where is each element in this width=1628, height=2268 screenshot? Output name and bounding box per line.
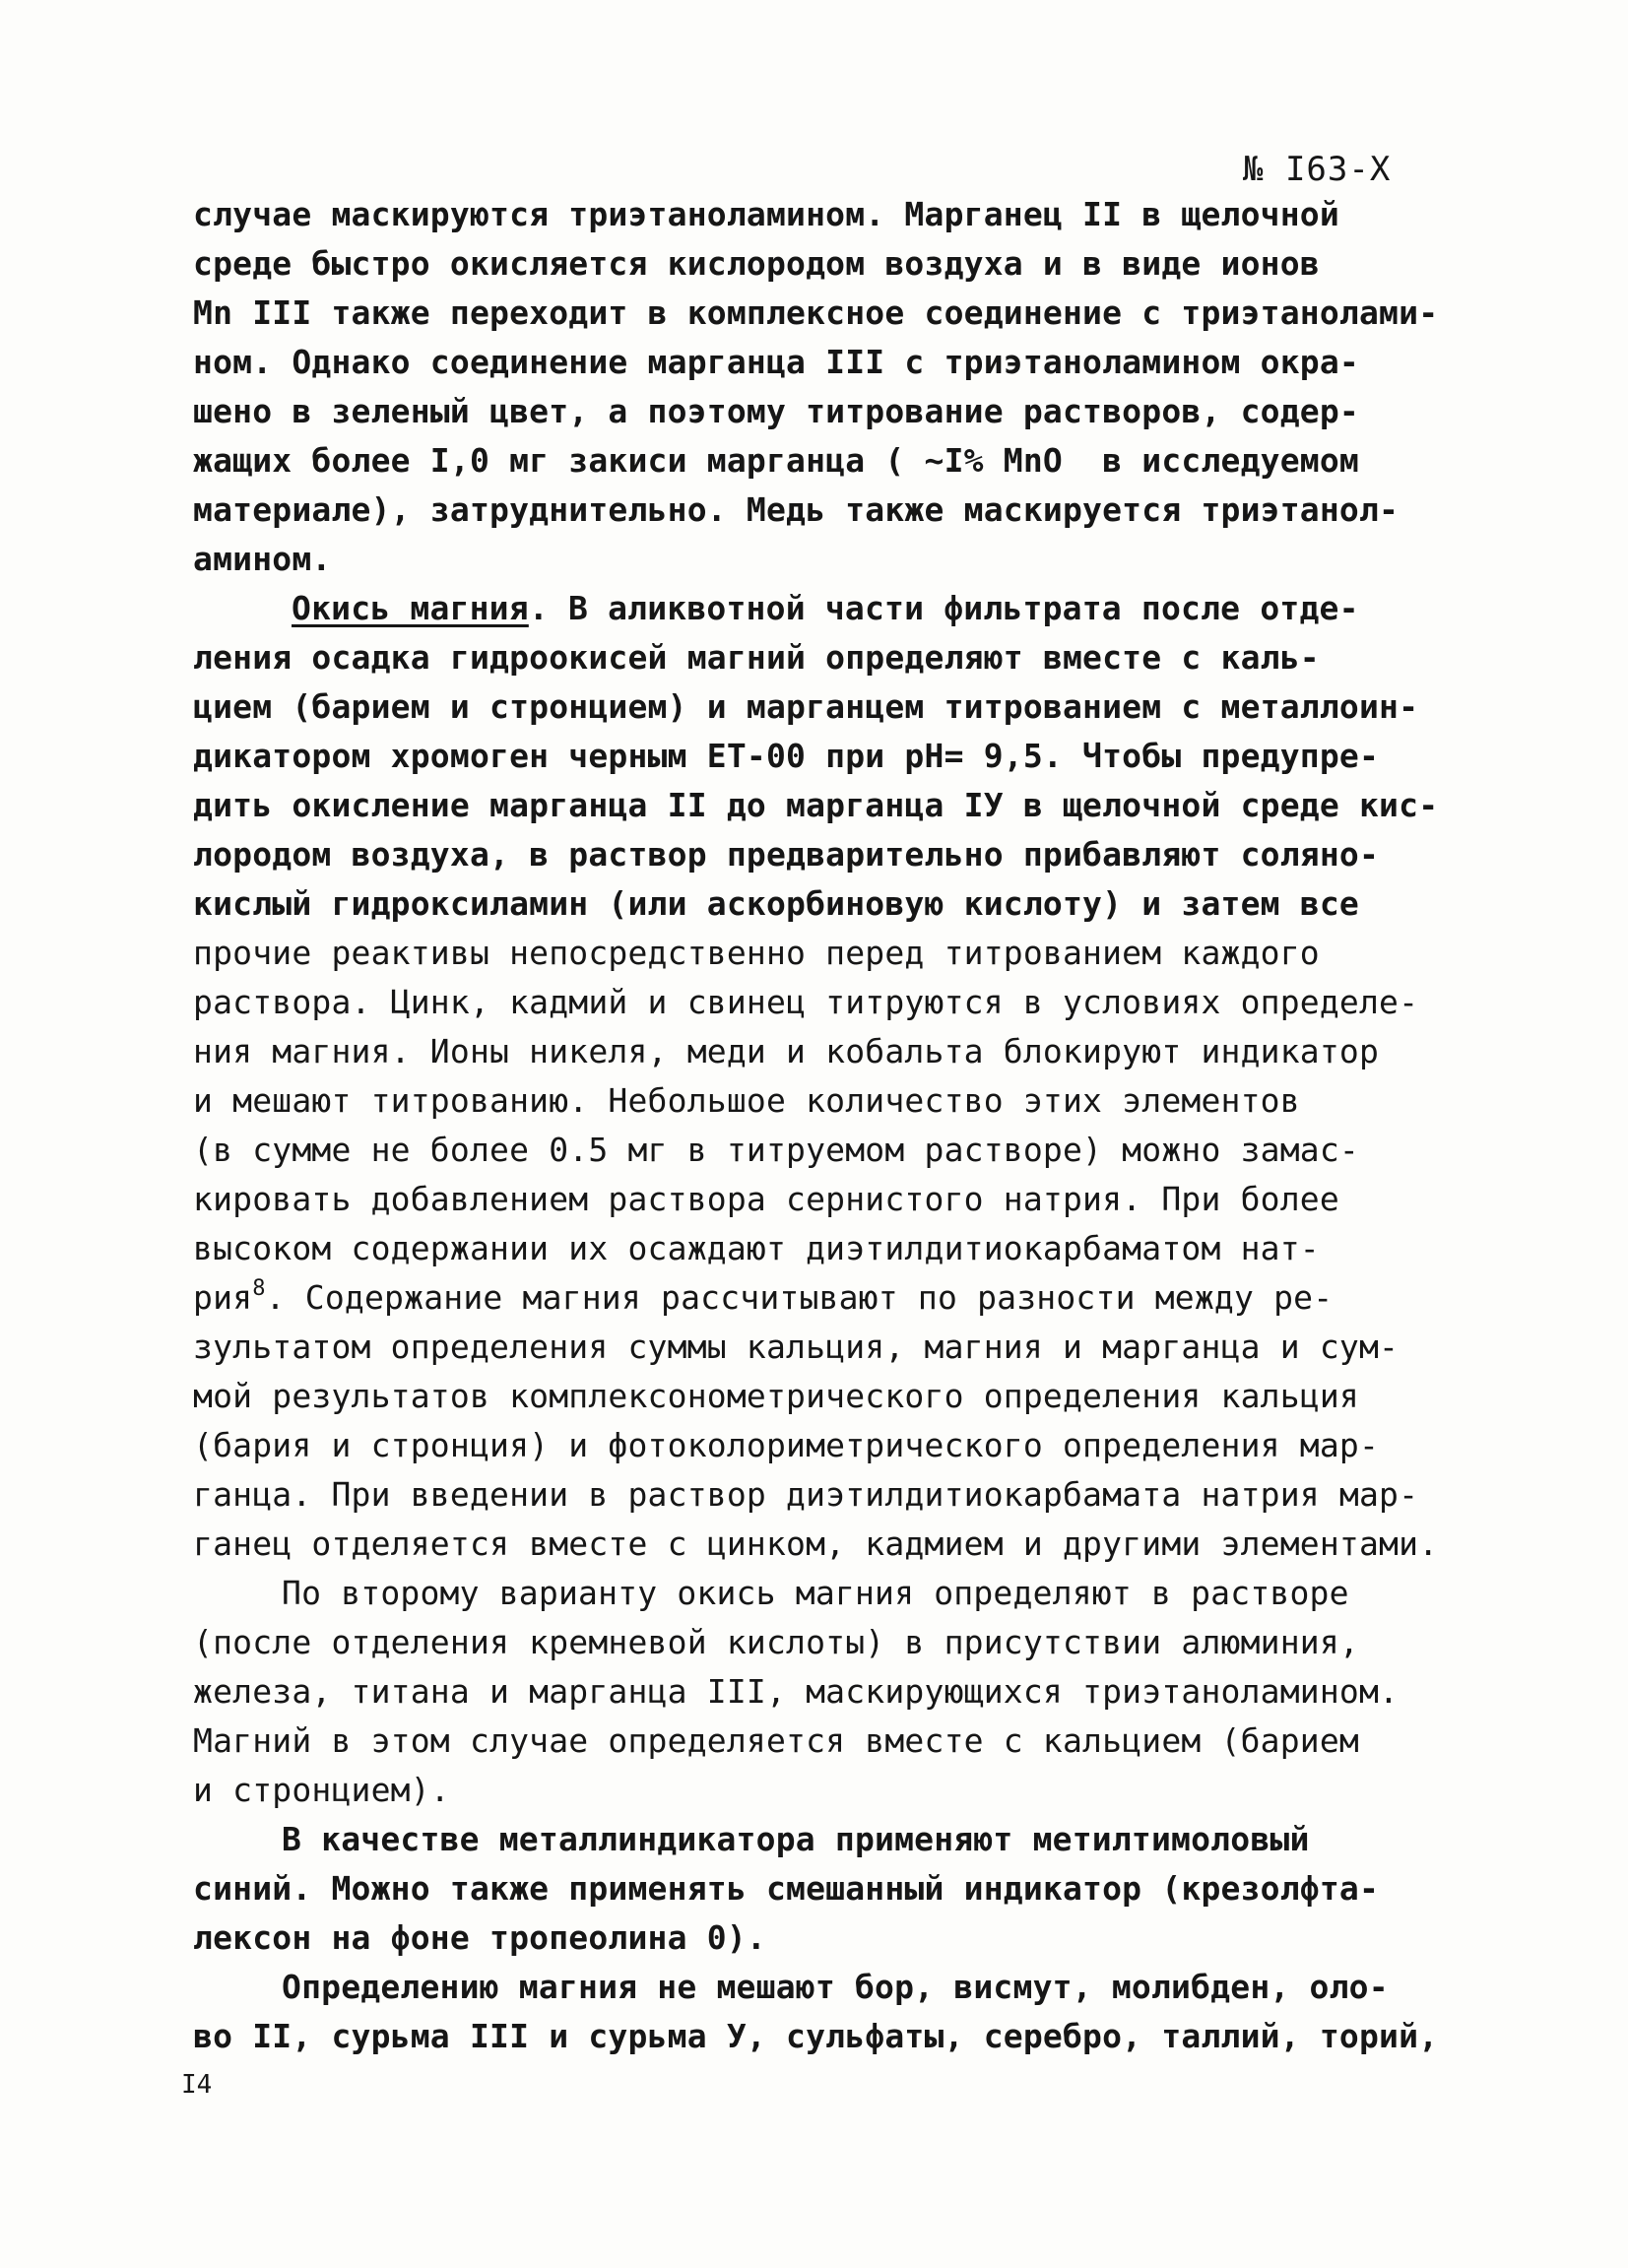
text-line: кировать добавлением раствора сернистого натрия. При более [193, 1180, 1339, 1218]
footnote-reference: 8 [252, 1276, 266, 1301]
text-line: Определению магния не мешают бор, висмут, молибден, оло- [282, 1968, 1389, 2006]
text-line: амином. [193, 540, 332, 578]
text-line-with-reference [193, 1278, 1333, 1318]
text-line: шено в зеленый цвет, а поэтому титрование растворов, содер- [193, 392, 1359, 430]
text-line: По второму варианту окись магния определяют в растворе [282, 1574, 1349, 1612]
text-line: Mn III также переходит в комплексное соединение с триэтанолами- [193, 293, 1439, 332]
text-line: железа, титана и марганца III, маскирующихся триэтаноламином. [193, 1672, 1400, 1711]
text-line: кислый гидроксиламин (или аскорбиновую кислоту) и затем все [193, 884, 1359, 923]
text-line: лородом воздуха, в раствор предварительно прибавляют соляно- [193, 835, 1380, 874]
text-line: цием (барием и стронцием) и марганцем титрованием с металлоин- [193, 687, 1419, 726]
text-line: ганца. При введении в раствор диэтилдитиокарбамата натрия мар- [193, 1475, 1419, 1514]
text-line: ном. Однако соединение марганца III с триэтаноламином окра- [193, 343, 1359, 381]
text-fragment: . Содержание магния рассчитывают по разности между ре- [265, 1278, 1334, 1317]
text-line: синий. Можно также применять смешанный индикатор (крезолфта- [193, 1869, 1380, 1908]
text-fragment: рия [193, 1278, 253, 1317]
text-line: (после отделения кремневой кислоты) в присутствии алюминия, [193, 1623, 1359, 1661]
text-line: прочие реактивы непосредственно перед титрованием каждого [193, 934, 1320, 972]
text-line: зультатом определения суммы кальция, магния и марганца и сум- [193, 1328, 1400, 1366]
text-line: дить окисление марганца II до марганца IУ в щелочной среде кис- [193, 786, 1439, 824]
text-line: и стронцием). [193, 1771, 450, 1809]
section-heading: Окись магния [292, 589, 529, 627]
document-number: № I63-Х [1243, 150, 1392, 189]
text-line: во II, сурьма III и сурьма У, сульфаты, серебро, таллий, торий, [193, 2017, 1439, 2055]
text-line: раствора. Цинк, кадмий и свинец титруются в условиях определе- [193, 983, 1419, 1021]
text-line: дикатором хромоген черным ЕТ-00 при pH= 9,5. Чтобы предупре- [193, 737, 1380, 775]
text-fragment: . В аликвотной части фильтрата после отде- [528, 589, 1359, 627]
text-line: среде быстро окисляется кислородом воздуха и в виде ионов [193, 244, 1320, 283]
text-line: и мешают титрованию. Небольшое количество этих элементов [193, 1081, 1300, 1120]
text-line: (бария и стронция) и фотоколориметрического определения мар- [193, 1426, 1380, 1464]
paragraph-start-line [292, 589, 1359, 628]
text-line: случае маскируются триэтаноламином. Марганец II в щелочной [193, 195, 1339, 233]
text-line: Магний в этом случае определяется вместе с кальцием (барием [193, 1721, 1359, 1760]
text-line: жащих более I,0 мг закиси марганца ( ~I% MnO в исследуемом [193, 441, 1359, 480]
text-line: (в сумме не более 0.5 мг в титруемом растворе) можно замас- [193, 1131, 1359, 1169]
text-line: ганец отделяется вместе с цинком, кадмием и другими элементами. [193, 1524, 1439, 1563]
text-line: мой результатов комплексонометрического определения кальция [193, 1377, 1359, 1415]
text-line: ния магния. Ионы никеля, меди и кобальта блокируют индикатор [193, 1032, 1380, 1070]
text-line: лексон на фоне тропеолина 0). [193, 1918, 766, 1957]
text-line: высоком содержании их осаждают диэтилдитиокарбаматом нат- [193, 1229, 1320, 1267]
text-line: ления осадка гидроокисей магний определяют вместе с каль- [193, 638, 1320, 677]
page-number: I4 [181, 2070, 213, 2100]
text-line: В качестве металлиндикатора применяют метилтимоловый [282, 1820, 1310, 1858]
text-line: материале), затруднительно. Медь также маскируется триэтанол- [193, 490, 1400, 529]
